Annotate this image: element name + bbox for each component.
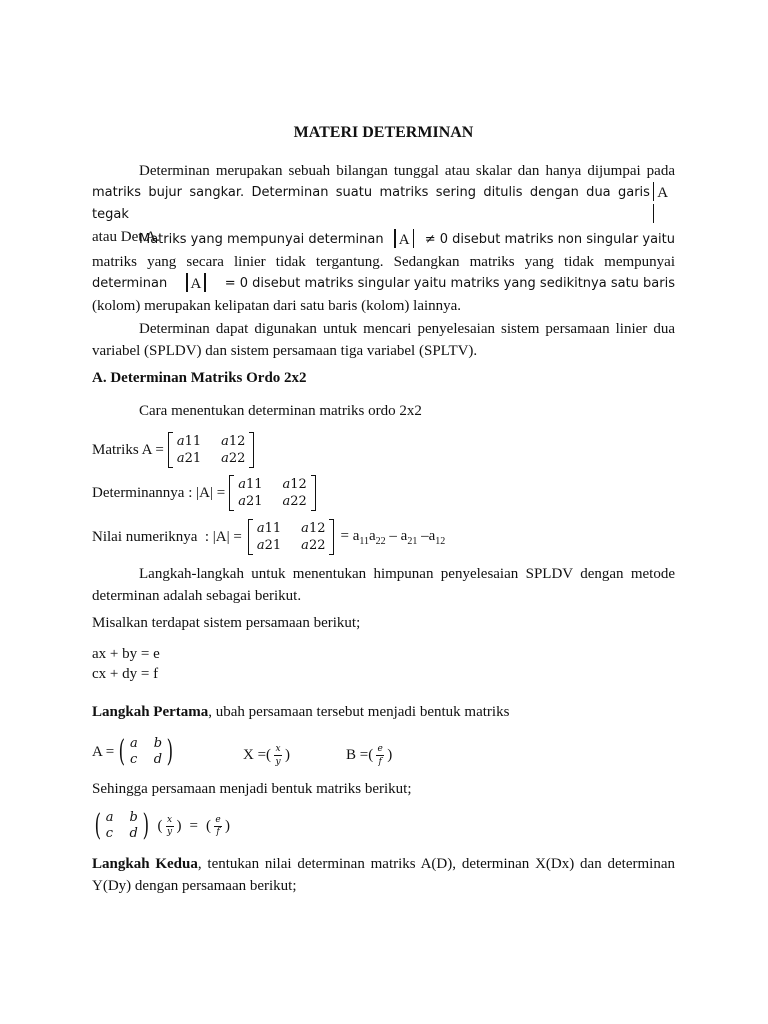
- nilai-label: Nilai numeriknya : |A| =: [92, 528, 242, 545]
- det-label: Determinannya : |A| =: [92, 484, 226, 501]
- matrix-equation: ( a b c d ) ( $\frac{x}{y}$ ) = ( $\frac{e}{f}$ ): [94, 808, 230, 843]
- section-a-heading: A. Determinan Matriks Ordo 2x2: [92, 370, 307, 386]
- p3-line1: Determinan dapat digunakan untuk mencari penyelesaian sistem persamaan linier dua: [139, 321, 675, 337]
- p2-line4: (kolom) merupakan kelipatan dari satu baris (kolom) lainnya.: [92, 298, 462, 314]
- paragraph-intro-2: Matriks yang mempunyai determinan A ≠ 0 disebut matriks non singular yaitu matriks yang secara linier tidak tergantung. Sedangkan matriks yang tidak mempunyai determinan A = 0 disebut matriks singular yaitu matriks yang sedikitnya satu baris (kolom) merupakan kelipatan dari satu baris (kolom) lainnya.: [92, 228, 675, 317]
- document-title: MATERI DETERMINAN: [293, 124, 474, 141]
- determinant-formula: = $a_{11}a_{22} - a_{21}$ $-a_{12}$: [340, 527, 446, 547]
- langkah-intro: Langkah-langkah untuk menentukan himpunan penyelesaian SPLDV dengan metode determinan adalah sebagai berikut.: [92, 566, 675, 604]
- numeric-value-definition: [92, 519, 445, 555]
- b-vector: B =( $\frac{e}{f}$ ): [346, 744, 393, 767]
- langkah-pertama: Langkah Pertama, ubah persamaan tersebut menjadi bentuk matriks: [92, 704, 510, 720]
- p1-line2: matriks bujur sangkar. Determinan suatu matriks sering ditulis dengan dua garis tegak: [92, 185, 650, 222]
- equation-1: ax + by = e: [92, 646, 160, 662]
- paragraph-intro-3: [92, 318, 675, 362]
- a-label: A =: [92, 743, 115, 760]
- cara-text: Cara menentukan determinan matriks ordo 2x2: [139, 403, 422, 419]
- equation-2: cx + dy = f: [92, 666, 159, 682]
- coefficient-matrix-2: a b c d: [105, 810, 138, 841]
- determinant-definition: [92, 475, 316, 511]
- p3-line2: variabel (SPLDV) dan sistem persamaan tiga variabel (SPLTV).: [92, 343, 478, 359]
- p2-line3a: determinan: [92, 276, 168, 291]
- p2-line3b: = 0 disebut matriks singular yaitu matriks yang sedikitnya satu baris: [224, 276, 675, 291]
- x-vector: X =( $\frac{x}{y}$ ): [243, 744, 291, 767]
- p1-line1: Determinan merupakan sebuah bilangan tunggal atau skalar dan hanya dijumpai pada: [139, 163, 675, 179]
- nilai-matrix: a11 a12 a21 a22: [256, 521, 326, 553]
- matrix-a: a11 a12 a21 a22: [176, 434, 246, 466]
- langkah-kedua: Langkah Kedua, tentukan nilai determinan matriks A(D), determinan X(Dx) dan determinan Y(Dy) dengan persamaan berikut;: [92, 856, 675, 894]
- matriks-label: Matriks A =: [92, 441, 164, 458]
- misalkan-text: Misalkan terdapat sistem persamaan berikut;: [92, 615, 361, 631]
- p1-line3: atau Det A.: [92, 229, 160, 245]
- abs-a-symbol: A: [650, 182, 675, 226]
- sehingga-text: Sehingga persamaan menjadi bentuk matriks berikut;: [92, 781, 412, 797]
- matrix-a-definition: [92, 432, 254, 468]
- matrix-form-row: A = ( a b c d ): [92, 734, 174, 769]
- det-matrix: a11 a12 a21 a22: [238, 477, 307, 509]
- p2-line2: matriks yang secara linier tidak tergantung. Sedangkan matriks yang tidak mempunyai: [92, 254, 675, 270]
- coefficient-matrix: a b c d: [129, 736, 163, 767]
- p2-line1a: Matriks yang mempunyai determinan: [139, 232, 384, 247]
- p2-line1b: ≠ 0 disebut matriks non singular yaitu: [424, 231, 675, 247]
